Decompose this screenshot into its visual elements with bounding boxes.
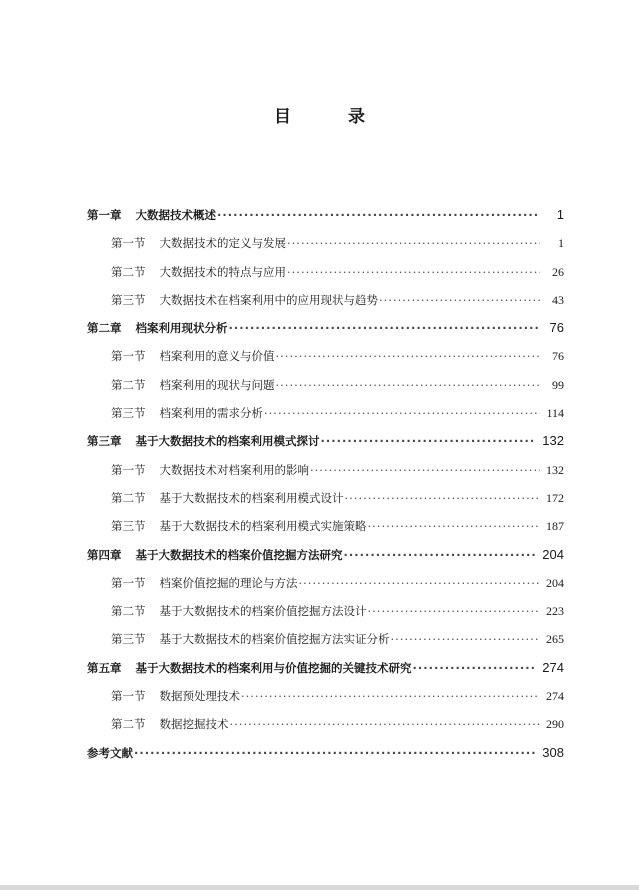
toc-page-number: 26 (552, 264, 564, 279)
dot-leader (345, 484, 541, 512)
dot-leader (379, 286, 540, 314)
dot-leader (299, 569, 541, 597)
dot-leader (310, 456, 540, 484)
dot-leader (264, 399, 540, 427)
toc-title: 数据挖掘技术 (159, 717, 229, 732)
toc-label: 第三章 (87, 434, 122, 449)
toc-title: 档案利用的意义与价值 (159, 349, 275, 364)
toc-label: 第四章 (87, 547, 122, 562)
toc-page-number: 274 (546, 689, 564, 704)
dot-leader (413, 654, 537, 682)
toc-title: 基于大数据技术的档案价值挖掘方法实证分析 (159, 632, 390, 647)
toc-label: 第五章 (87, 660, 122, 675)
page-bottom-edge (0, 885, 639, 890)
toc-title: 大数据技术的定义与发展 (159, 236, 286, 251)
toc-title: 基于大数据技术的档案利用模式探讨 (135, 434, 320, 449)
toc-entry-section[interactable] (87, 682, 564, 710)
toc-entry-chapter-3[interactable] (87, 427, 564, 455)
toc-title: 基于大数据技术的档案价值挖掘方法研究 (135, 547, 343, 562)
toc-entry-chapter-1[interactable] (87, 201, 564, 229)
toc-page-number: 132 (546, 462, 564, 477)
toc-entry-section[interactable] (87, 569, 564, 597)
toc-title: 大数据技术在档案利用中的应用现状与趋势 (159, 292, 378, 307)
toc-entry-chapter-4[interactable] (87, 541, 564, 569)
toc-label: 第三节 (111, 519, 146, 534)
toc-label: 第二节 (111, 264, 146, 279)
toc-page-number: 187 (546, 519, 564, 534)
toc-label: 第二节 (111, 377, 146, 392)
toc-label: 第三节 (111, 292, 146, 307)
toc-title: 档案利用的需求分析 (159, 406, 263, 421)
toc-page-number: 114 (546, 406, 564, 421)
toc-title: 档案价值挖掘的理论与方法 (159, 575, 298, 590)
toc-title: 基于大数据技术的档案利用与价值挖掘的关键技术研究 (135, 660, 412, 675)
dot-leader (368, 597, 541, 625)
toc-entry-section[interactable] (87, 710, 564, 738)
toc-title: 数据预处理技术 (159, 689, 240, 704)
toc-page-number: 76 (552, 349, 564, 364)
toc-entry-chapter-5[interactable] (87, 654, 564, 682)
dot-leader (391, 625, 541, 653)
toc-title: 大数据技术概述 (135, 208, 216, 222)
toc-label: 第二章 (87, 321, 122, 336)
dot-leader (134, 739, 536, 767)
toc-title: 大数据技术的特点与应用 (159, 264, 286, 279)
toc-label: 第三节 (111, 632, 146, 647)
toc-label: 第一节 (111, 575, 146, 590)
toc-page-number: 204 (546, 575, 564, 590)
toc-page-number: 1 (558, 236, 564, 251)
toc-entry-chapter-2[interactable] (87, 314, 564, 342)
table-of-contents (87, 201, 564, 767)
dot-leader (368, 512, 541, 540)
toc-page-number: 1 (556, 207, 564, 222)
toc-entry-section[interactable] (87, 258, 564, 286)
toc-entry-section[interactable] (87, 484, 564, 512)
toc-label: 第三节 (111, 406, 146, 421)
toc-title: 基于大数据技术的档案价值挖掘方法设计 (159, 604, 367, 619)
toc-entry-section[interactable] (87, 229, 564, 257)
toc-entry-section[interactable] (87, 456, 564, 484)
toc-page-number: 99 (552, 377, 564, 392)
toc-label: 第二节 (111, 717, 146, 732)
dot-leader (276, 371, 541, 399)
toc-page-number: 290 (546, 717, 564, 732)
toc-page-number: 172 (546, 490, 564, 505)
toc-entry-section[interactable] (87, 342, 564, 370)
toc-entry-section[interactable] (87, 371, 564, 399)
toc-entry-section[interactable] (87, 399, 564, 427)
dot-leader (241, 682, 540, 710)
toc-entry-section[interactable] (87, 625, 564, 653)
toc-page-number: 76 (549, 320, 564, 336)
dot-leader (229, 314, 541, 342)
toc-label: 第一节 (111, 349, 146, 364)
toc-label: 第一节 (111, 462, 146, 477)
dot-leader (276, 342, 541, 370)
toc-label: 第一节 (111, 236, 146, 251)
dot-leader (230, 710, 541, 738)
toc-label: 第二节 (111, 490, 146, 505)
toc-page-number: 132 (542, 433, 564, 449)
toc-entry-section[interactable] (87, 597, 564, 625)
toc-label: 第二节 (111, 604, 146, 619)
toc-title: 基于大数据技术的档案利用模式实施策略 (159, 519, 367, 534)
toc-page-number: 265 (546, 632, 564, 647)
toc-page-number: 223 (546, 604, 564, 619)
dot-leader (287, 258, 540, 286)
dot-leader (321, 427, 537, 455)
toc-title: 档案利用现状分析 (135, 321, 228, 336)
dot-leader (287, 229, 540, 257)
toc-label: 第一章 (87, 208, 122, 222)
dot-leader (217, 201, 540, 229)
dot-leader (344, 541, 537, 569)
toc-label: 第一节 (111, 689, 146, 704)
toc-title: 档案利用的现状与问题 (159, 377, 275, 392)
toc-page-number: 274 (542, 659, 564, 675)
page-title: 目 录 (274, 107, 385, 127)
toc-title: 基于大数据技术的档案利用模式设计 (159, 490, 344, 505)
toc-page-number: 204 (542, 546, 564, 562)
toc-title: 大数据技术对档案利用的影响 (159, 462, 309, 477)
toc-page-number: 43 (552, 292, 564, 307)
toc-page-number: 308 (542, 744, 564, 760)
toc-title: 参考文献 (87, 745, 133, 760)
toc-entry-section[interactable] (87, 286, 564, 314)
toc-entry-section[interactable] (87, 512, 564, 540)
toc-entry-references[interactable] (87, 739, 564, 767)
